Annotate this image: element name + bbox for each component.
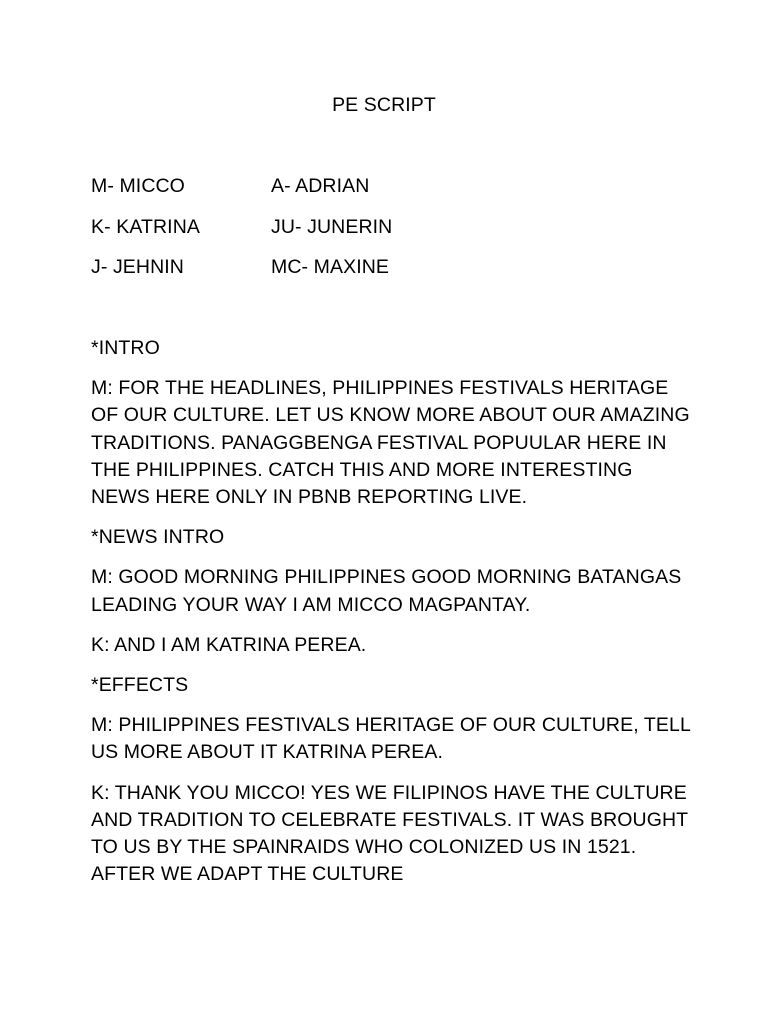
section-tag: *EFFECTS — [91, 674, 189, 697]
cast-row — [91, 255, 571, 296]
cast-row — [91, 174, 571, 215]
cast-member: MC- MAXINE — [271, 256, 389, 278]
section-tag: *INTRO — [91, 337, 160, 359]
script-line: M: FOR THE HEADLINES, PHILIPPINES FESTIVALS HERITAGE OF OUR CULTURE. LET US KNOW MORE ABOUT OUR AMAZING TRADITIONS. PANAGGBENGA FESTIVAL POPUULAR HERE IN THE PHILIPPINES. CATCH THIS AND MORE INTERESTING NEWS HERE ONLY IN PBNB REPORTING LIVE. — [91, 377, 690, 509]
script-line: K: AND I AM KATRINA PEREA. — [91, 633, 367, 656]
document-title: PE SCRIPT — [332, 94, 436, 116]
cast-row — [91, 215, 571, 256]
cast-member: A- ADRIAN — [271, 175, 370, 197]
script-line: M: GOOD MORNING PHILIPPINES GOOD MORNING BATANGAS LEADING YOUR WAY I AM MICCO MAGPANTAY. — [91, 566, 682, 616]
cast-member: M- MICCO — [91, 175, 185, 197]
script-line: K: THANK YOU MICCO! YES WE FILIPINOS HAVE THE CULTURE AND TRADITION TO CELEBRATE FESTIVALS. IT WAS BROUGHT TO US BY THE SPAINRAIDS WHO COLONIZED US IN 1521. AFTER WE ADAPT THE CULTURE — [91, 781, 688, 886]
cast-list — [91, 174, 571, 296]
script-line: M: PHILIPPINES FESTIVALS HERITAGE OF OUR CULTURE, TELL US MORE ABOUT IT KATRINA PEREA. — [91, 714, 691, 764]
cast-member: JU- JUNERIN — [271, 215, 393, 238]
cast-member: K- KATRINA — [91, 215, 200, 238]
cast-member: J- JEHNIN — [91, 256, 184, 278]
section-tag: *NEWS INTRO — [91, 526, 225, 549]
script-body — [91, 335, 691, 901]
